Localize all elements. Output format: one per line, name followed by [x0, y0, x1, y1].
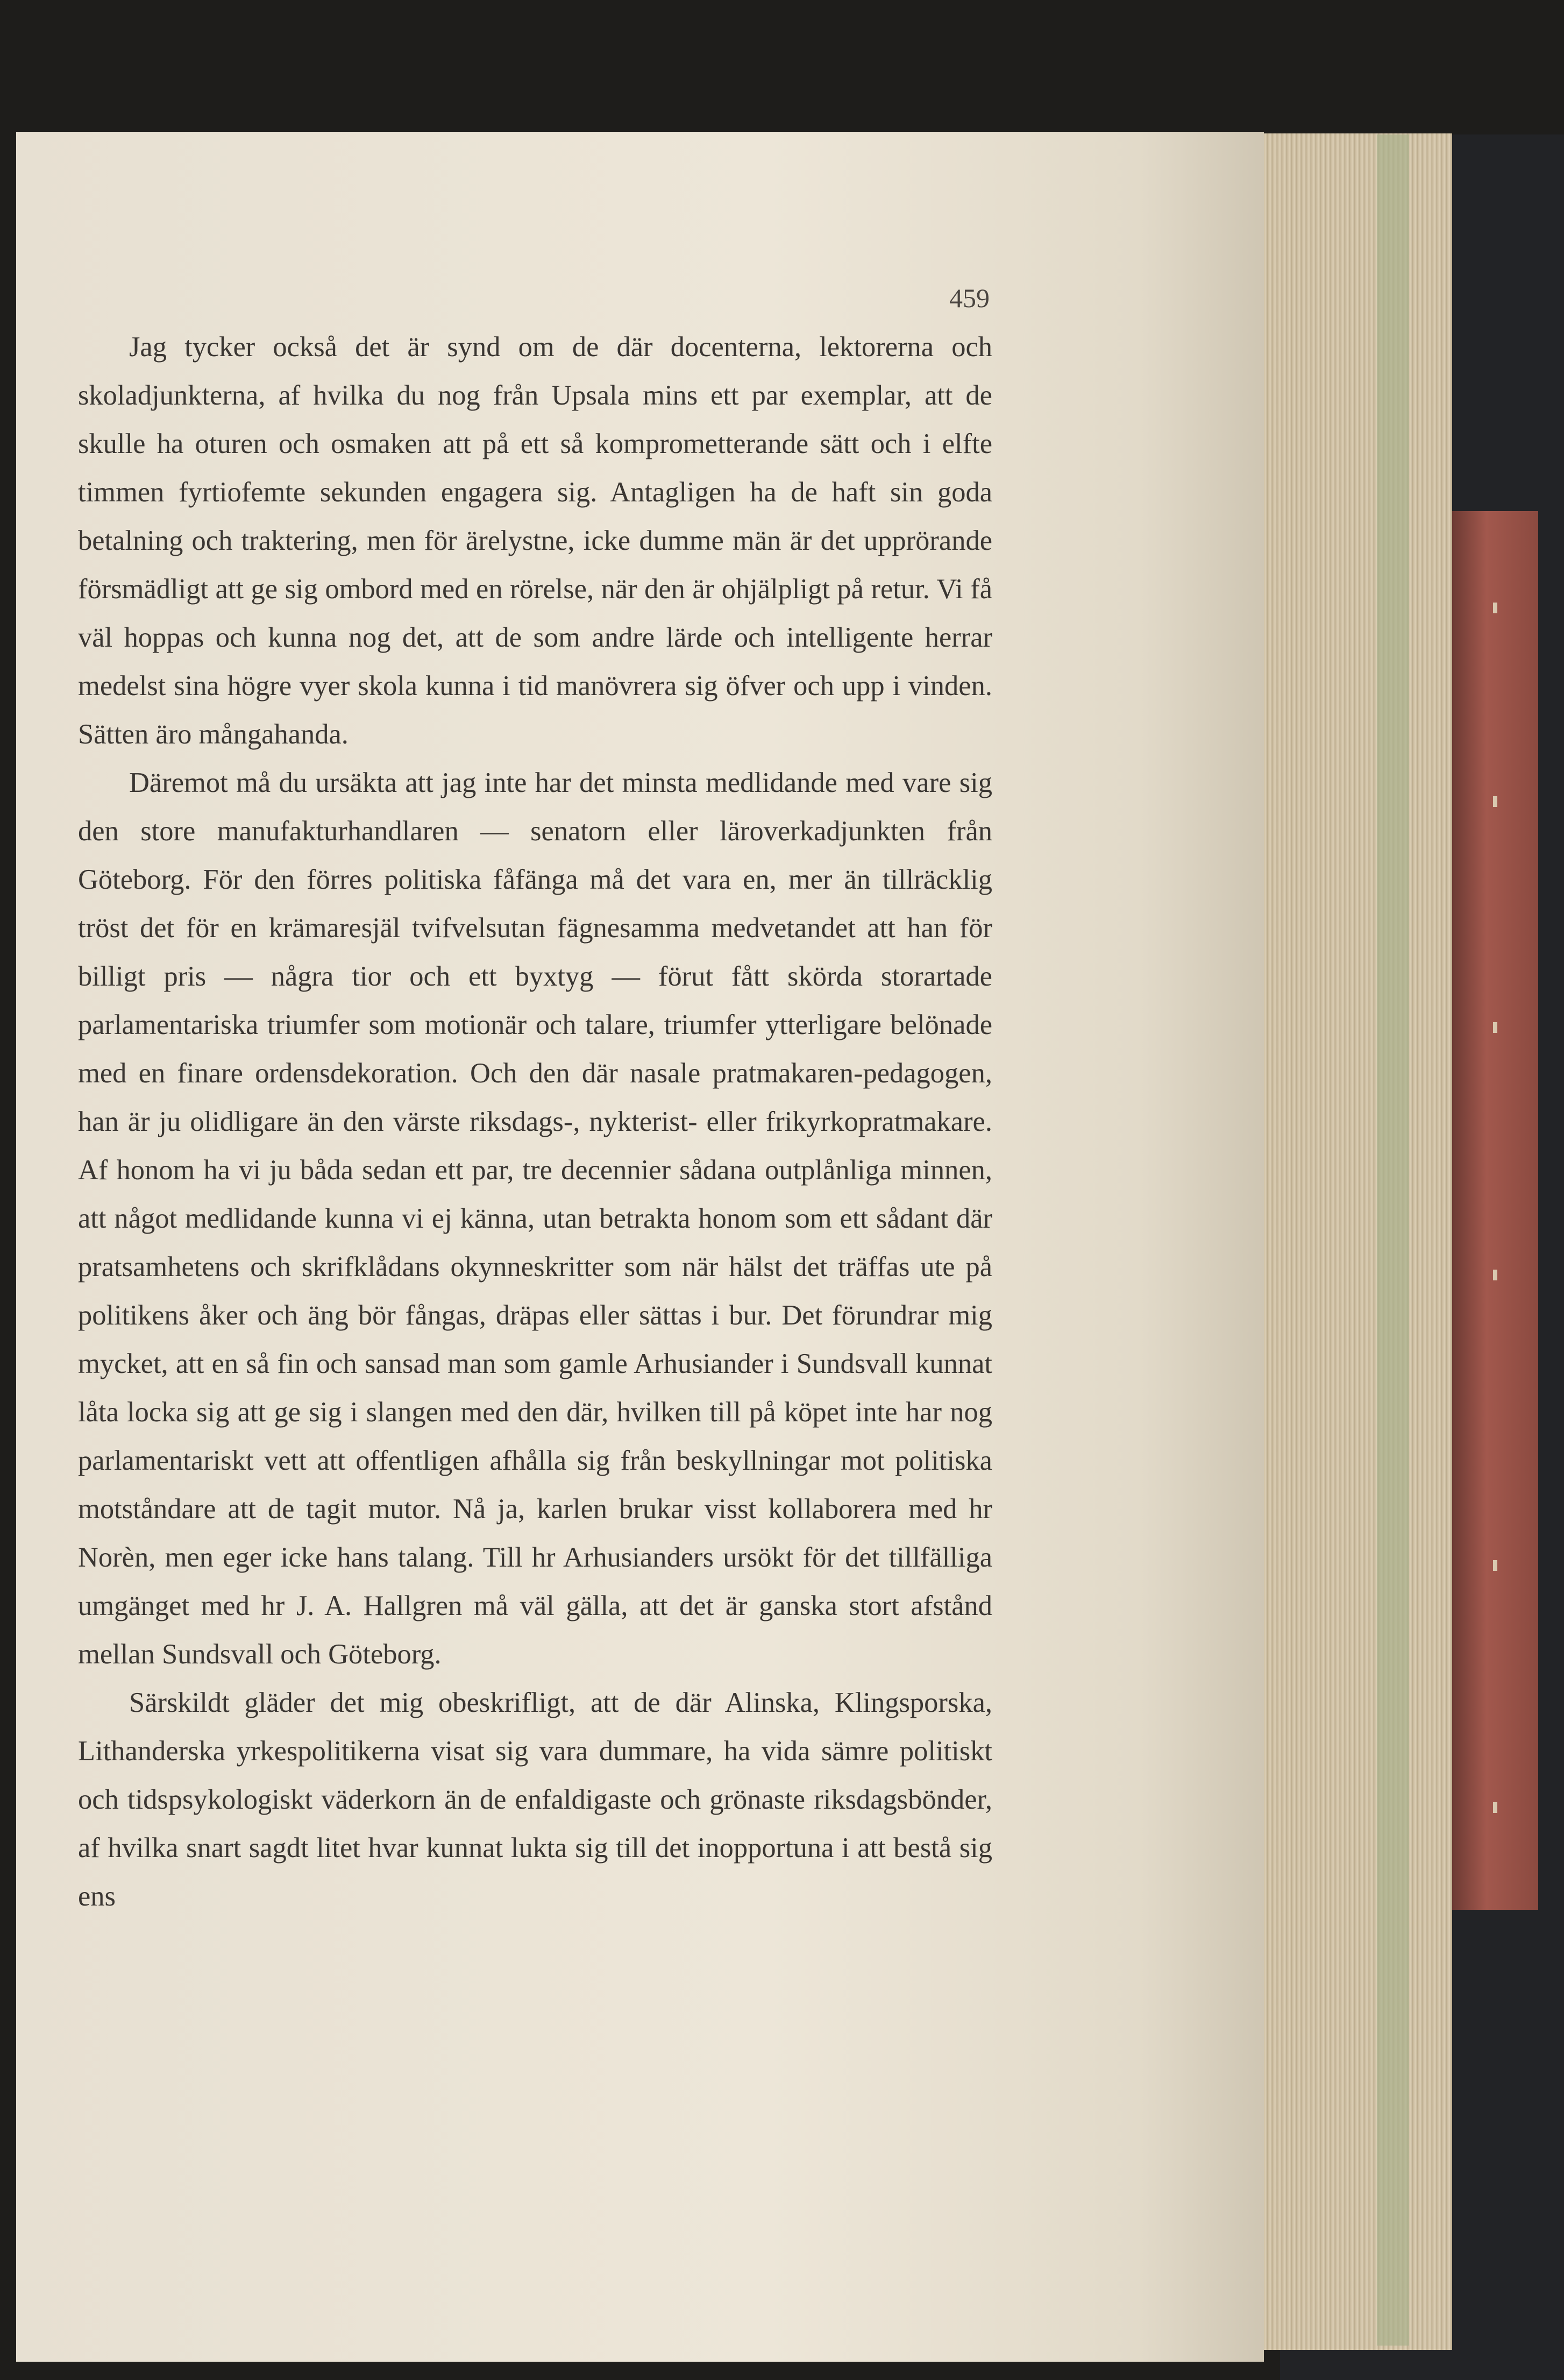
page-number: 459 [949, 283, 990, 313]
spine-ornament [1493, 796, 1497, 807]
spine-ornament [1493, 1560, 1497, 1571]
spine-ornament [1493, 1802, 1497, 1813]
page-edges [1253, 133, 1452, 2350]
paragraph-2: Däremot må du ursäkta att jag inte har det minsta medlidande med vare sig den store manufakturhandlaren — senatorn eller läroverkadjunkten från Göteborg. För den förres politiska fåfänga må det vara en, mer än tillräcklig tröst det för en krämaresjäl tvifvelsutan fägnesamma medvetandet att han för billigt pris — några tior och ett byxtyg — förut fått skörda storartade parlamentariska triumfer som motionär och talare, triumfer ytterligare belönade med en finare ordensdekoration. Och den där nasale pratmakaren-pedagogen, han är ju olidligare än den värste riksdags-, nykterist- eller frikyrkopratmakare. Af honom ha vi ju båda sedan ett par, tre decennier sådana outplånliga minnen, att något medlidande kunna vi ej känna, utan betrakta honom som ett sådant där pratsamhetens och skrifklådans okynneskritter som när hälst det träffas ute på politikens åker och äng bör fångas, dräpas eller sättas i bur. Det förundrar mig mycket, att en så fin och sansad man som gamle Arhusiander i Sundsvall kunnat låta locka sig att ge sig i slangen med den där, hvilken till på köpet inte har nog parlamentariskt vett att offentligen afhålla sig från beskyllningar mot politiska motståndare att de tagit mutor. Nå ja, karlen brukar visst kollaborera med hr Norèn, men eger icke hans talang. Till hr Arhusianders ursökt för det tillfälliga umgänget med hr J. A. Hallgren må väl gälla, att det är ganska stort afstånd mellan Sundsvall och Göteborg. [78, 767, 992, 1670]
paragraph-3: Särskildt gläder det mig obeskrifligt, att de där Alinska, Klingsporska, Lithanderska yrkespolitikerna visat sig vara dummare, ha vida sämre politiskt och tidspsykologiskt väderkorn än de enfaldigaste och grönaste riksdagsbönder, af hvilka snart sagdt litet hvar kunnat lukta sig till det inopportuna i att bestå sig ens [78, 1687, 992, 1912]
body-text [78, 323, 992, 1921]
spine-ornament [1493, 1270, 1497, 1280]
spine-ornament [1493, 603, 1497, 613]
book-spine [1452, 511, 1538, 1910]
page-edge-stain [1377, 134, 1409, 2346]
paragraph-1: Jag tycker också det är synd om de där docenterna, lektorerna och skoladjunkterna, af hvilka du nog från Upsala mins ett par exemplar, att de skulle ha oturen och osmaken att på ett så komprometterande sätt och i elfte timmen fyrtiofemte sekunden engagera sig. Antagligen ha de haft sin goda betalning och traktering, men för ärelystne, icke dumme män är det upprörande försmädligt att ge sig ombord med en rörelse, när den är ohjälpligt på retur. Vi få väl hoppas och kunna nog det, att de som andre lärde och intelligente herrar medelst sina högre vyer skola kunna i tid manövrera sig öfver och upp i vinden. Sätten äro mångahanda. [78, 331, 992, 750]
spine-ornament [1493, 1022, 1497, 1033]
